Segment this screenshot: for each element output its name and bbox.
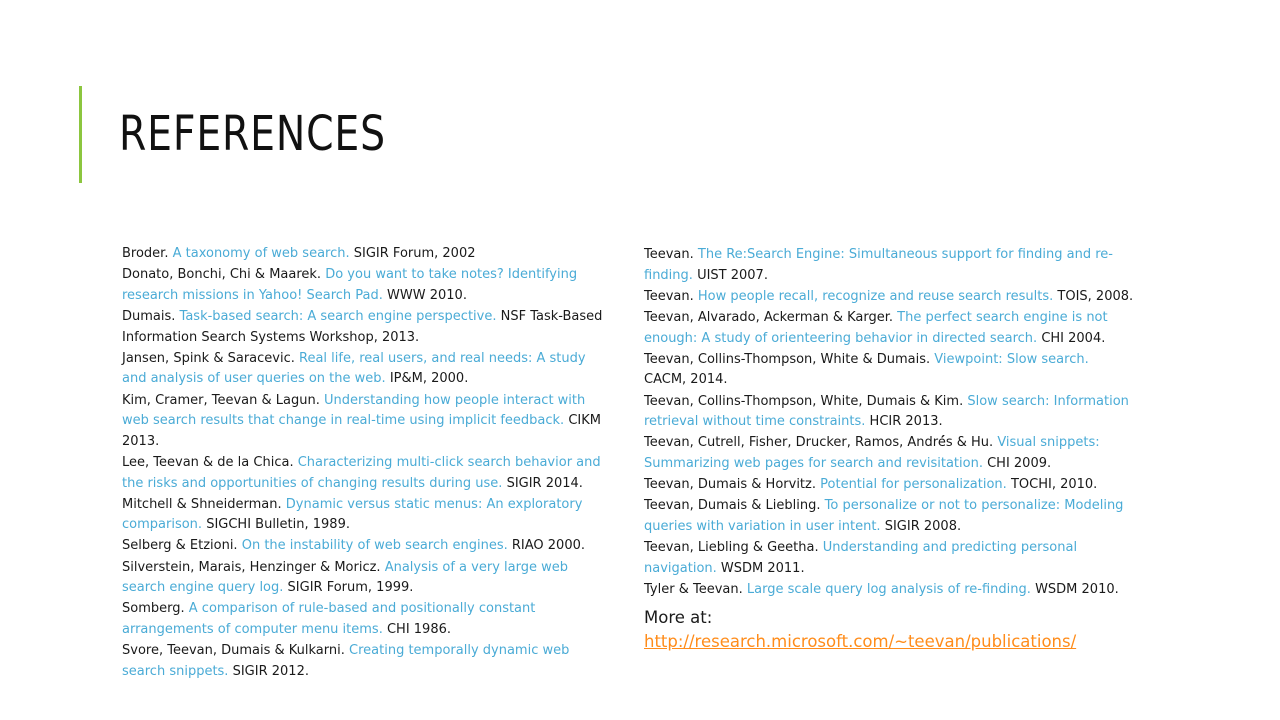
reference-authors: Teevan, Dumais & Horvitz. xyxy=(644,477,816,493)
reference-title-link[interactable]: On the instability of web search engines. xyxy=(241,538,508,554)
reference-authors: Mitchell & Shneiderman. xyxy=(122,496,282,512)
reference-authors: Tyler & Teevan. xyxy=(644,581,743,597)
reference-venue: TOCHI, 2010. xyxy=(1010,477,1098,493)
reference-title-link[interactable]: The Re:Search Engine: Simultaneous support for finding and re-finding. xyxy=(644,247,1113,283)
reference-venue: CHI 2004. xyxy=(1041,330,1106,346)
reference-authors: Teevan, Collins-Thompson, White & Dumais. xyxy=(644,351,931,367)
reference-item xyxy=(644,245,1134,286)
slide-title: REFERENCES xyxy=(119,106,386,162)
reference-item xyxy=(644,496,1134,537)
reference-item xyxy=(122,453,612,494)
reference-item xyxy=(122,599,612,640)
reference-item xyxy=(644,287,1134,308)
reference-venue: SIGIR Forum, 2002 xyxy=(353,246,476,261)
reference-authors: Teevan, Alvarado, Ackerman & Karger. xyxy=(644,309,894,325)
reference-item xyxy=(122,349,612,390)
reference-venue: SIGIR 2012. xyxy=(232,663,309,679)
reference-venue: RIAO 2000. xyxy=(511,538,585,554)
reference-venue: SIGIR Forum, 1999. xyxy=(287,580,414,596)
reference-title-link[interactable]: A comparison of rule-based and positionally constant arrangements of computer menu items. xyxy=(122,601,536,638)
reference-authors: Lee, Teevan & de la Chica. xyxy=(122,454,294,470)
reference-title-link[interactable]: A taxonomy of web search. xyxy=(172,246,350,261)
reference-authors: Silverstein, Marais, Henzinger & Moricz. xyxy=(122,559,381,575)
accent-bar xyxy=(79,86,82,183)
publications-link[interactable]: http://research.microsoft.com/~teevan/publications/ xyxy=(644,632,1077,652)
reference-title-link[interactable]: Dynamic versus static menus: An exploratory comparison. xyxy=(122,496,583,533)
reference-authors: Broder. xyxy=(122,246,169,261)
reference-title-link[interactable]: Do you want to take notes? Identifying research missions in Yahoo! Search Pad. xyxy=(122,267,578,303)
reference-venue: CHI 2009. xyxy=(987,455,1052,471)
reference-venue: CACM, 2014. xyxy=(644,372,728,388)
reference-title-link[interactable]: Analysis of a very large web search engine query log. xyxy=(122,559,568,596)
reference-venue: WSDM 2011. xyxy=(720,560,805,576)
reference-item xyxy=(122,391,612,453)
reference-authors: Teevan, Collins-Thompson, White, Dumais & Kim. xyxy=(644,393,964,409)
reference-authors: Svore, Teevan, Dumais & Kulkarni. xyxy=(122,643,345,659)
reference-venue: WWW 2010. xyxy=(387,287,467,303)
reference-authors: Teevan. xyxy=(644,247,694,262)
more-label: More at: xyxy=(644,608,713,628)
reference-item xyxy=(644,433,1134,474)
reference-venue: SIGIR 2008. xyxy=(884,518,962,534)
reference-authors: Teevan, Dumais & Liebling. xyxy=(644,498,821,514)
reference-venue: UIST 2007. xyxy=(697,267,768,283)
reference-title-link[interactable]: Potential for personalization. xyxy=(820,477,1007,493)
reference-item xyxy=(644,392,1134,433)
reference-title-link[interactable]: Characterizing multi-click search behavior and the risks and opportunities of changing results during use. xyxy=(122,454,601,491)
reference-title-link[interactable]: Viewpoint: Slow search. xyxy=(934,351,1089,367)
reference-item xyxy=(122,558,612,599)
reference-item xyxy=(644,580,1134,601)
reference-venue: WSDM 2010. xyxy=(1035,581,1119,597)
reference-authors: Somberg. xyxy=(122,601,185,617)
reference-item xyxy=(644,308,1134,349)
reference-item xyxy=(644,475,1134,496)
reference-title-link[interactable]: Understanding and predicting personal navigation. xyxy=(644,540,1078,576)
reference-item xyxy=(122,536,612,557)
reference-authors: Jansen, Spink & Saracevic. xyxy=(122,350,295,366)
reference-authors: Donato, Bonchi, Chi & Maarek. xyxy=(122,267,322,283)
reference-authors: Teevan, Liebling & Geetha. xyxy=(644,540,819,556)
reference-venue: TOIS, 2008. xyxy=(1057,288,1134,304)
reference-item xyxy=(122,244,612,265)
reference-title-link[interactable]: Understanding how people interact with web search results that change in real-time using implicit feedback. xyxy=(122,392,586,429)
reference-item xyxy=(122,307,612,348)
references-left-column xyxy=(122,244,612,683)
reference-title-link[interactable]: How people recall, recognize and reuse search results. xyxy=(697,288,1054,304)
reference-venue: SIGIR 2014. xyxy=(506,475,583,491)
reference-title-link[interactable]: Task-based search: A search engine perspective. xyxy=(179,308,497,324)
reference-authors: Dumais. xyxy=(122,308,176,324)
reference-authors: Selberg & Etzioni. xyxy=(122,538,238,554)
reference-title-link[interactable]: Real life, real users, and real needs: A study and analysis of user queries on the web. xyxy=(122,350,586,387)
reference-title-link[interactable]: Visual snippets: Summarizing web pages for search and revisitation. xyxy=(644,435,1100,471)
reference-item xyxy=(644,350,1134,391)
references-right-column xyxy=(644,245,1134,654)
reference-venue: CHI 1986. xyxy=(386,622,452,638)
reference-venue: HCIR 2013. xyxy=(869,414,943,430)
reference-item xyxy=(644,538,1134,579)
reference-venue: CIKM 2013. xyxy=(122,413,601,449)
reference-title-link[interactable]: The perfect search engine is not enough: A study of orienteering behavior in directed search. xyxy=(644,309,1108,346)
reference-authors: Kim, Cramer, Teevan & Lagun. xyxy=(122,392,320,408)
reference-item xyxy=(122,265,612,306)
reference-authors: Teevan, Cutrell, Fisher, Drucker, Ramos, André́s & Hu. xyxy=(644,435,994,451)
reference-item xyxy=(122,495,612,536)
reference-authors: Teevan. xyxy=(644,288,694,304)
reference-venue: SIGCHI Bulletin, 1989. xyxy=(206,517,350,533)
reference-venue: IP&M, 2000. xyxy=(389,371,469,387)
reference-venue: NSF Task-Based Information Search Systems Workshop, 2013. xyxy=(122,308,603,345)
more-publications xyxy=(644,606,1134,654)
reference-item xyxy=(122,641,612,682)
reference-title-link[interactable]: To personalize or not to personalize: Modeling queries with variation in user intent. xyxy=(644,498,1124,534)
reference-title-link[interactable]: Creating temporally dynamic web search snippets. xyxy=(122,643,570,679)
reference-title-link[interactable]: Slow search: Information retrieval without time constraints. xyxy=(644,393,1129,430)
reference-title-link[interactable]: Large scale query log analysis of re-finding. xyxy=(746,581,1031,597)
